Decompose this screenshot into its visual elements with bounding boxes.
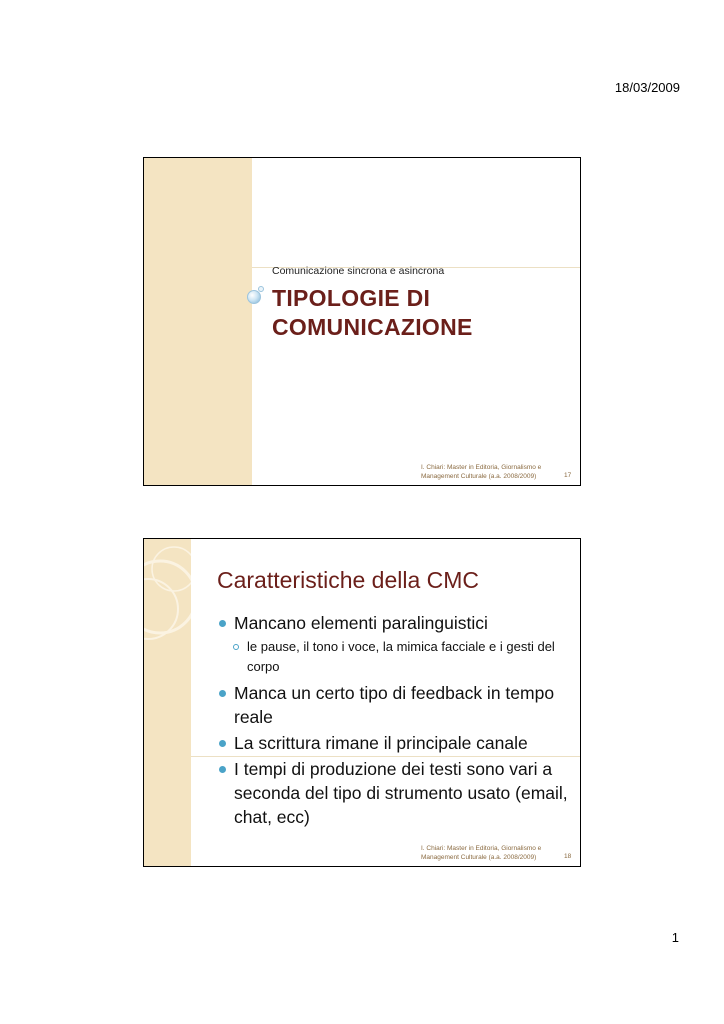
sub-bullet-text: le pause, il tono i voce, la mimica facciale e i gesti del corpo: [247, 639, 555, 674]
slide-18: [143, 538, 581, 867]
bullet-item: [217, 611, 572, 635]
decorative-circles-icon: [144, 539, 191, 659]
bullet-dot-icon: [219, 620, 226, 627]
slide-title-line-1: TIPOLOGIE DI: [272, 285, 431, 311]
slide-title-line-2: COMUNICAZIONE: [272, 314, 473, 340]
footer-line-1: I. Chiari: Master in Editoria, Giornalismo e: [421, 845, 542, 852]
small-bubble-icon: [258, 286, 264, 292]
slide-footer: [421, 844, 541, 862]
bullet-dot-icon: [219, 690, 226, 697]
slide-17: [143, 157, 581, 486]
footer-line-2: Management Culturale (a.a. 2008/2009): [421, 854, 537, 861]
slide-sidebar-band: [144, 539, 191, 866]
slide-number: 17: [564, 472, 572, 479]
page-date: 18/03/2009: [614, 80, 680, 95]
bullet-dot-icon: [219, 740, 226, 747]
bubble-icon: [247, 290, 261, 304]
slide-title: Caratteristiche della CMC: [217, 567, 480, 593]
bullet-item: [217, 731, 572, 755]
footer-line-1: I. Chiari: Master in Editoria, Giornalismo e: [421, 464, 542, 471]
bullet-item: [217, 757, 572, 829]
slide-footer: [421, 463, 541, 481]
bullet-item: [217, 681, 572, 729]
bullet-text: Mancano elementi paralinguistici: [234, 613, 488, 633]
slide-sidebar-band: [144, 158, 252, 485]
footer-line-2: Management Culturale (a.a. 2008/2009): [421, 473, 537, 480]
bullet-text: La scrittura rimane il principale canale: [234, 733, 528, 753]
bullet-dot-icon: [219, 766, 226, 773]
slide-subtitle: Comunicazione sincrona e asincrona: [272, 265, 445, 277]
slide-number: 18: [564, 853, 572, 860]
bullet-text: I tempi di produzione dei testi sono vari a seconda del tipo di strumento usato (email, chat, ecc): [234, 759, 568, 827]
sub-bullet-ring-icon: [233, 644, 239, 650]
bullet-list: [217, 611, 572, 831]
sub-bullet-item: [217, 637, 572, 677]
page-number: 1: [671, 930, 679, 945]
bullet-text: Manca un certo tipo di feedback in tempo reale: [234, 683, 555, 727]
slide-title: [272, 284, 473, 342]
